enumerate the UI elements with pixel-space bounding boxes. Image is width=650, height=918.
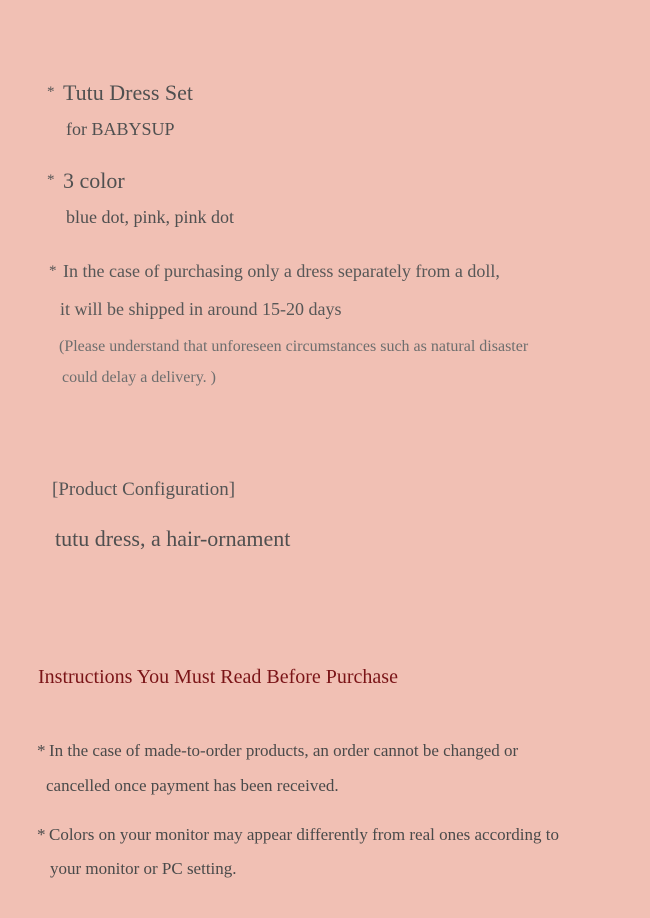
bullet-asterisk: * xyxy=(49,263,57,279)
instruction-bullet: * xyxy=(37,741,46,760)
color-count-title: 3 color xyxy=(63,168,125,193)
shipping-note-line1: In the case of purchasing only a dress separately from a doll, xyxy=(63,261,500,281)
delay-disclaimer-line2: could delay a delivery. ) xyxy=(62,369,217,386)
instruction-1-line2: cancelled once payment has been received. xyxy=(46,776,339,795)
configuration-title: [Product Configuration] xyxy=(52,479,236,500)
product-title: Tutu Dress Set xyxy=(63,80,193,105)
instruction-2-line1: Colors on your monitor may appear differently from real ones according to xyxy=(49,825,560,844)
delay-disclaimer-line1: (Please understand that unforeseen circumstances such as natural disaster xyxy=(59,338,529,355)
color-options: blue dot, pink, pink dot xyxy=(66,207,234,227)
instructions-title: Instructions You Must Read Before Purchase xyxy=(38,666,398,688)
shipping-note-line2: it will be shipped in around 15-20 days xyxy=(60,299,342,319)
instruction-2-line2: your monitor or PC setting. xyxy=(50,859,237,878)
instruction-1-line1: In the case of made-to-order products, an order cannot be changed or xyxy=(49,741,519,760)
product-subtitle: for BABYSUP xyxy=(66,119,175,139)
instruction-bullet: * xyxy=(37,825,46,844)
bullet-asterisk: * xyxy=(47,172,55,188)
configuration-items: tutu dress, a hair-ornament xyxy=(55,526,291,551)
bullet-asterisk: * xyxy=(47,84,55,100)
